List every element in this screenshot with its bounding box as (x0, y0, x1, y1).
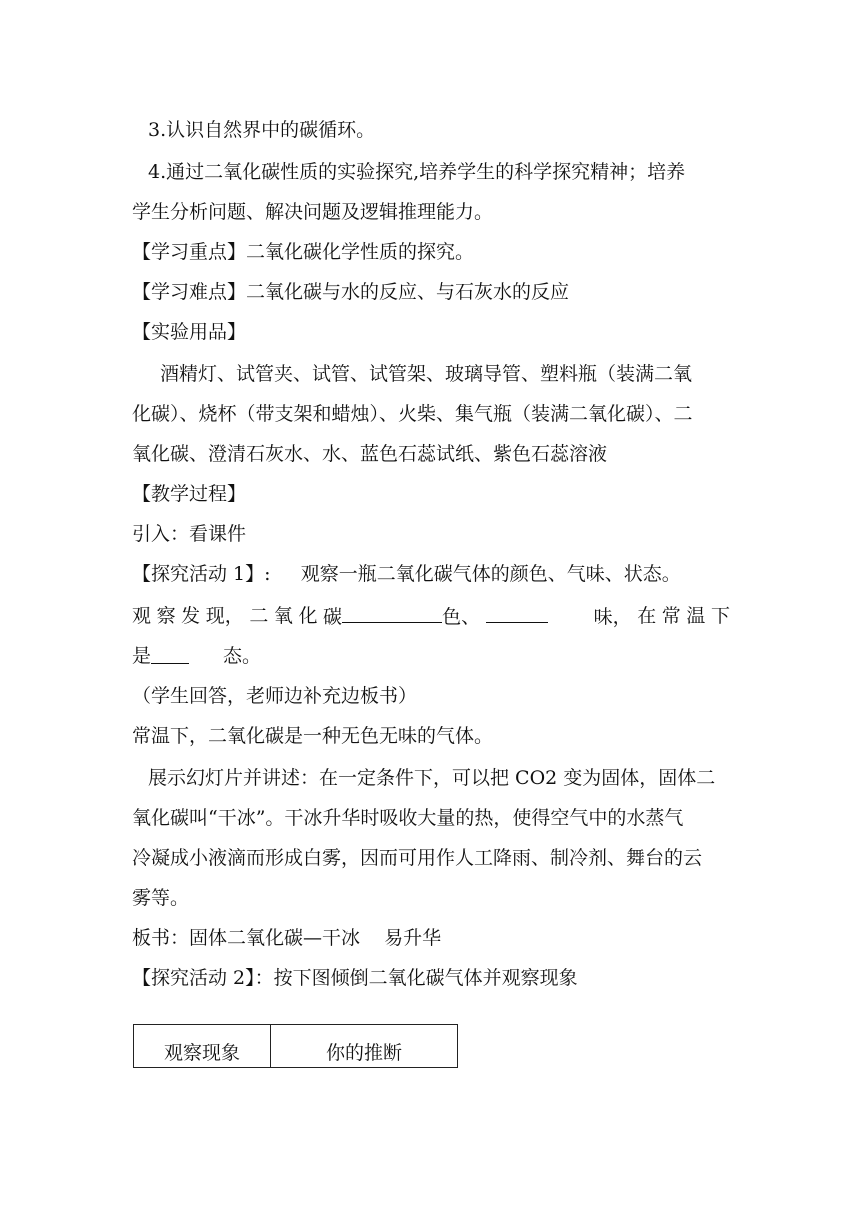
board-note: 板书：固体二氧化碳—干冰 易升华 (132, 927, 442, 949)
key-point: 【学习重点】二氧化碳化学性质的探究。 (132, 241, 475, 263)
table-header-observation: 观察现象 (134, 1025, 271, 1068)
fill-blank-line-2 (132, 644, 732, 668)
slide-line-3: 冷凝成小液滴而形成白雾，因而可用作人工降雨、制冷剂、舞台的云 (132, 847, 703, 869)
summary-line: 常温下，二氧化碳是一种无色无味的气体。 (132, 725, 494, 747)
slide-line-4: 雾等。 (132, 887, 190, 909)
fill-word: 二 (249, 605, 269, 627)
objective-3: 3.认识自然界中的碳循环。 (148, 119, 376, 141)
fill-word: 色、 (442, 606, 481, 628)
smell-blank[interactable] (486, 604, 548, 623)
fill-word: 氧 (273, 605, 293, 627)
fill-word: 味， (593, 606, 632, 628)
fill-word: 察 (156, 605, 176, 627)
slide-line-1: 展示幻灯片并讲述：在一定条件下，可以把 CO2 变为固体，固体二 (148, 767, 716, 789)
fill-word: 化 (298, 605, 318, 627)
fill-word: 现， (205, 605, 244, 627)
fill-word: 是 (132, 645, 152, 667)
fill-segment-smell (486, 604, 632, 629)
materials-line-1: 酒精灯、试管夹、试管、试管架、玻璃导管、塑料瓶（装满二氧 (160, 363, 693, 385)
intro-line: 引入：看课件 (132, 523, 247, 545)
difficulty: 【学习难点】二氧化碳与水的反应、与石灰水的反应 (132, 281, 570, 303)
table-row (134, 1025, 458, 1068)
activity-1: 【探究活动 1】: 观察一瓶二氧化碳气体的颜色、气味、状态。 (132, 563, 681, 585)
fill-word: 发 (181, 605, 201, 627)
activity-2: 【探究活动 2】：按下图倾倒二氧化碳气体并观察现象 (132, 967, 578, 989)
materials-line-3: 氧化碳、澄清石灰水、水、蓝色石蕊试纸、紫色石蕊溶液 (132, 443, 608, 465)
fill-word: 在 (637, 605, 657, 627)
fill-word: 观 (132, 605, 152, 627)
table-header-inference: 你的推断 (271, 1025, 458, 1068)
fill-segment-color (323, 604, 480, 629)
color-blank[interactable] (342, 604, 442, 623)
objective-4-line-1: 4.通过二氧化碳性质的实验探究,培养学生的科学探究精神；培养 (148, 161, 686, 183)
fill-blank-line-1 (132, 604, 730, 629)
materials-line-2: 化碳）、烧杯（带支架和蜡烛）、火柴、集气瓶（装满二氧化碳）、二 (132, 403, 693, 425)
fill-word: 下 (710, 605, 730, 627)
slide-line-2: 氧化碳叫“干冰”。干冰升华时吸收大量的热，使得空气中的水蒸气 (132, 807, 684, 829)
materials-heading: 【实验用品】 (132, 321, 247, 343)
state-blank[interactable] (151, 645, 189, 664)
student-note: （学生回答，老师边补充边板书） (132, 685, 418, 707)
observation-table (133, 1024, 458, 1068)
objective-4-line-2: 学生分析问题、解决问题及逻辑推理能力。 (132, 201, 494, 223)
fill-word: 态。 (223, 645, 262, 667)
process-heading: 【教学过程】 (132, 483, 247, 505)
fill-word: 常 (661, 605, 681, 627)
fill-word: 碳 (323, 606, 343, 628)
fill-word: 温 (686, 605, 706, 627)
